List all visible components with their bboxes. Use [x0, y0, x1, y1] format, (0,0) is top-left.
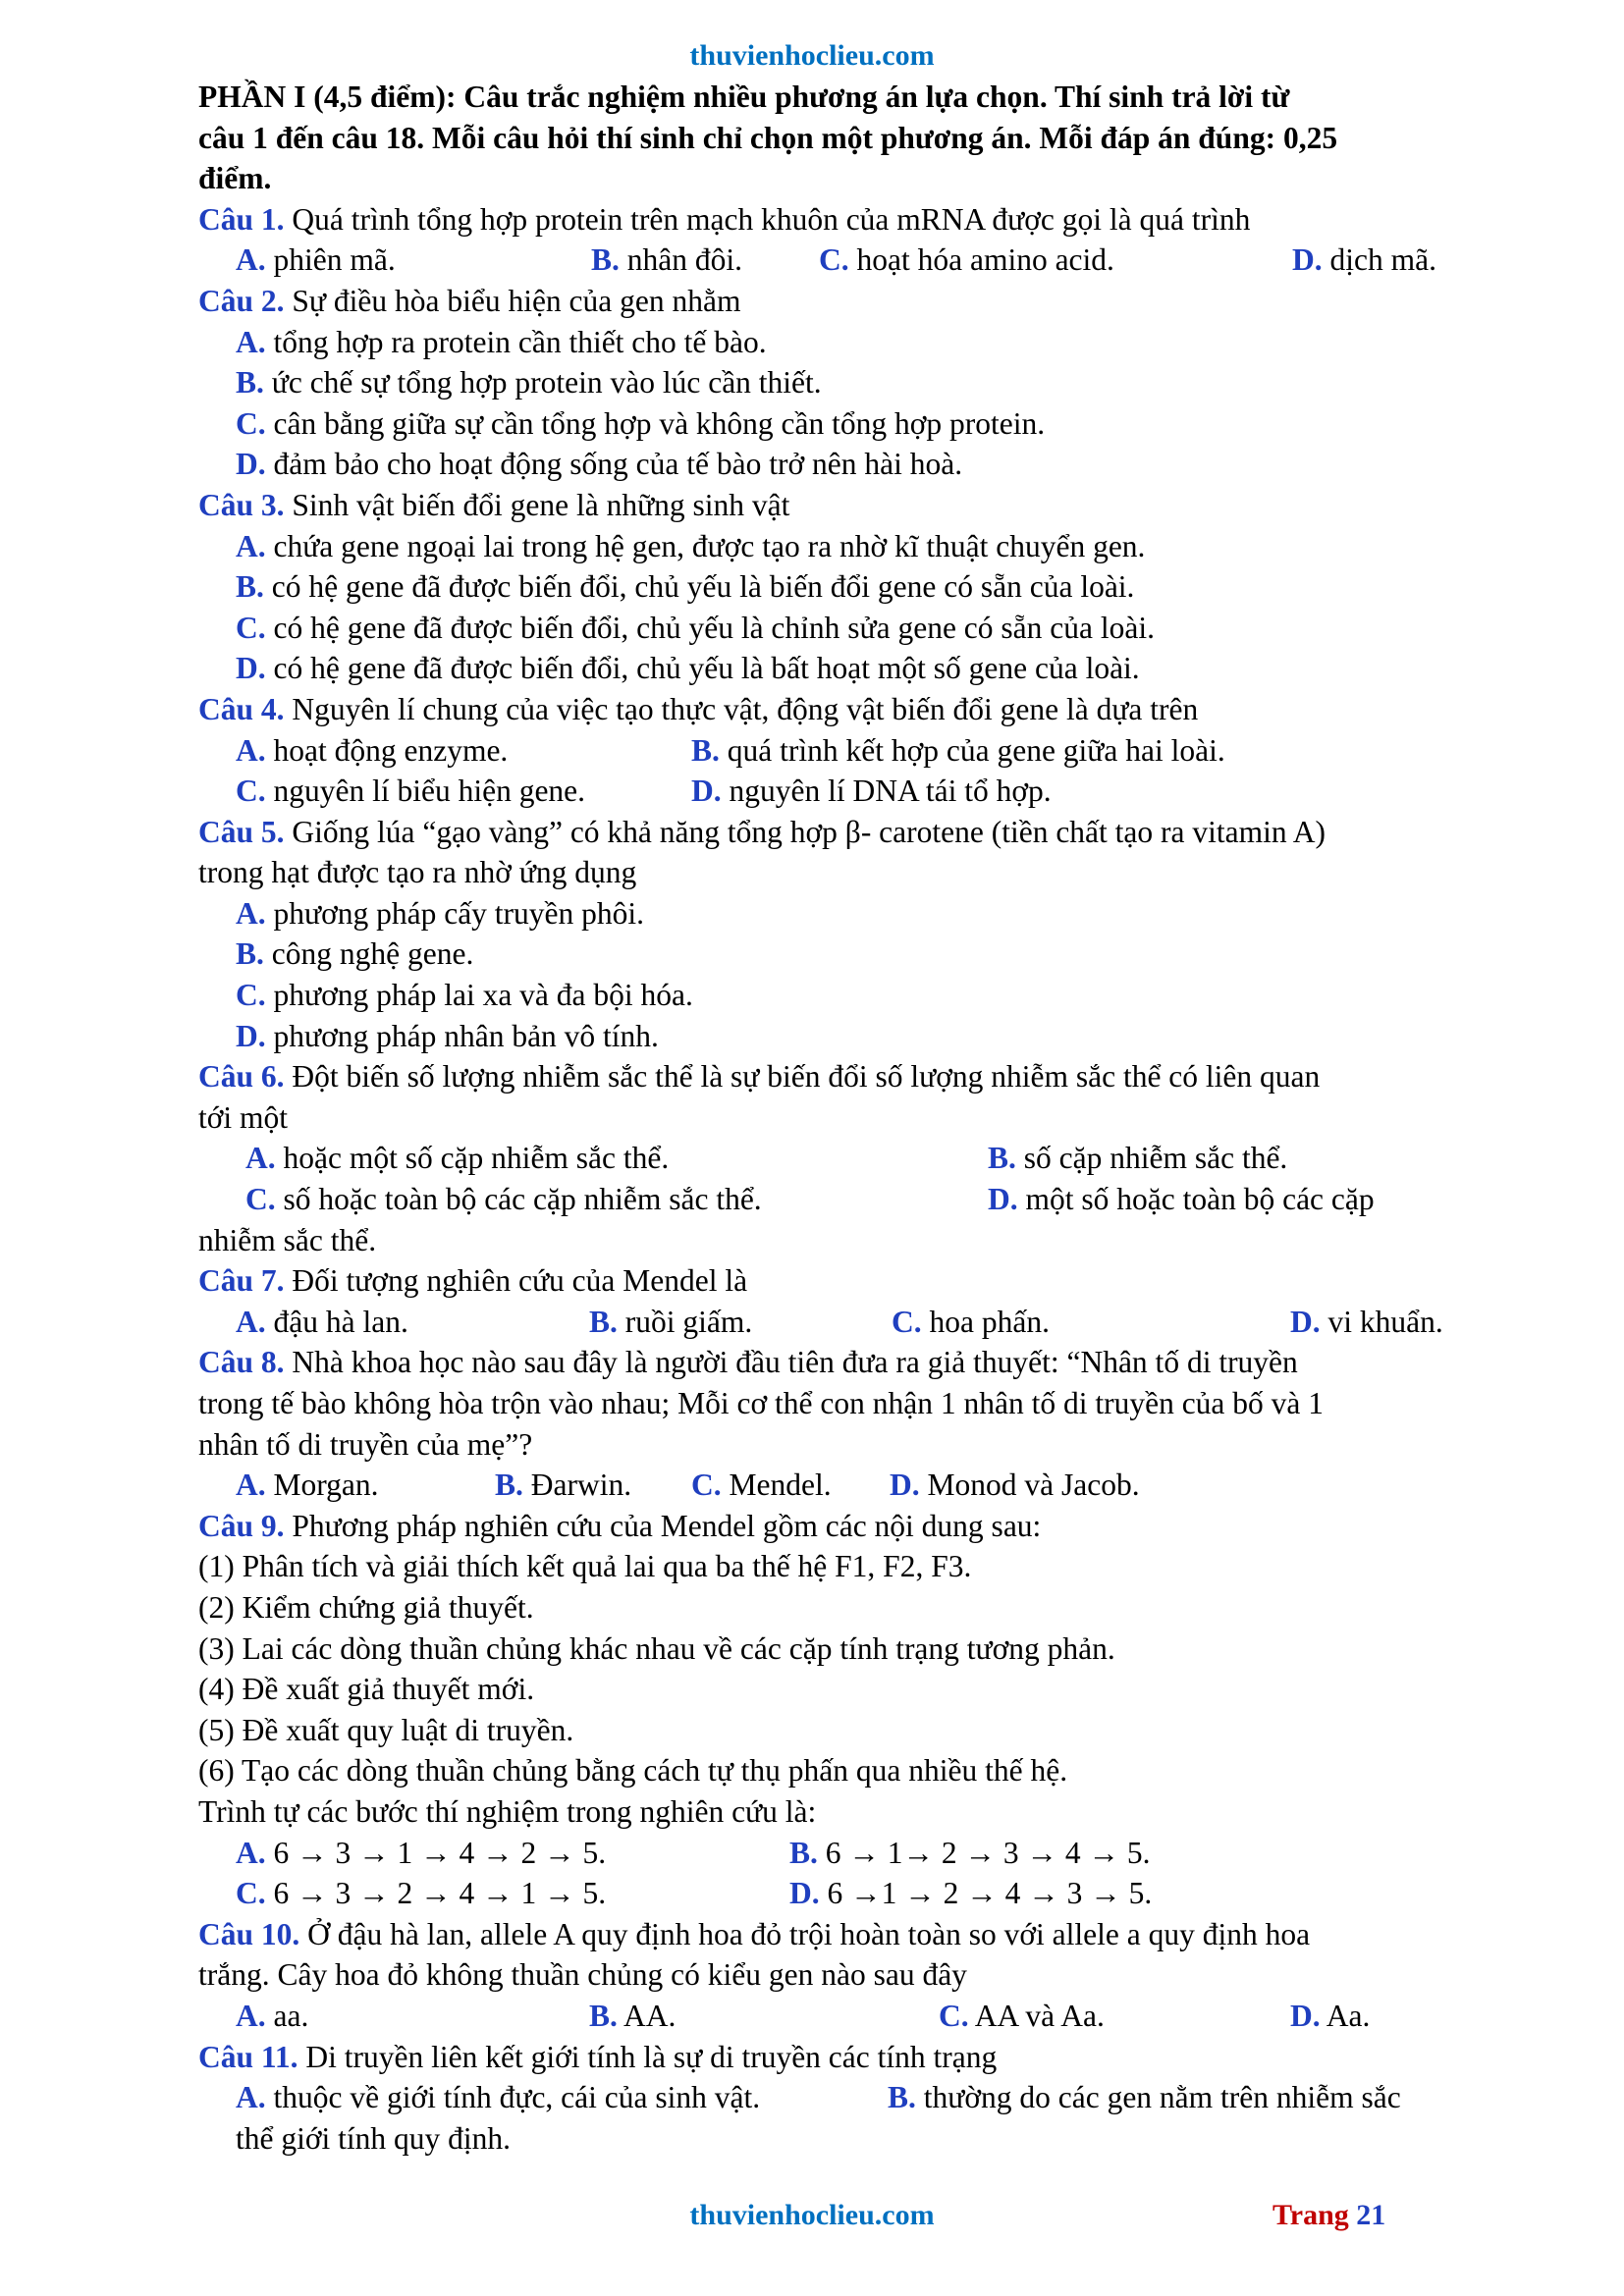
- question-3: [198, 485, 1514, 526]
- question-text: Ở đậu hà lan, allele A quy định hoa đỏ trội hoàn toàn so với allele a quy định hoa: [299, 1916, 1311, 1951]
- question-text: Nhà khoa học nào sau đây là người đầu tiên đưa ra giả thuyết: “Nhân tố di truyền: [284, 1345, 1298, 1380]
- q9-prompt: Trình tự các bước thí nghiệm trong nghiên cứu là:: [198, 1793, 817, 1829]
- q1-option-c[interactable]: C. hoạt hóa amino acid.: [819, 242, 1114, 278]
- q1-option-d[interactable]: D. dịch mã.: [1292, 242, 1436, 278]
- question-number: Câu 4.: [198, 691, 285, 726]
- q6-options-row-1: [198, 1138, 1514, 1179]
- q10-option-d[interactable]: D. Aa.: [1290, 1998, 1371, 2033]
- question-4: [198, 689, 1514, 730]
- question-number: Câu 5.: [198, 814, 285, 849]
- q10-option-a[interactable]: A. aa.: [236, 1998, 309, 2033]
- page-number: [1272, 2199, 1385, 2232]
- q7-option-c[interactable]: C. hoa phấn.: [892, 1304, 1050, 1339]
- q2-option-b[interactable]: B. ức chế sự tổng hợp protein vào lúc cần thiết.: [236, 365, 822, 400]
- q11-option-b[interactable]: B. thường do các gen nằm trên nhiễm sắc: [888, 2080, 1401, 2115]
- q7-options: [198, 1302, 1514, 1343]
- question-7: [198, 1260, 1514, 1302]
- question-text: Di truyền liên kết giới tính là sự di truyền các tính trạng: [298, 2039, 998, 2074]
- question-number: Câu 6.: [198, 1059, 285, 1095]
- question-number: Câu 1.: [198, 201, 285, 237]
- question-text: Phương pháp nghiên cứu của Mendel gồm các nội dung sau:: [284, 1508, 1042, 1543]
- q5-option-a[interactable]: A. phương pháp cấy truyền phôi.: [236, 895, 645, 931]
- question-5-cont: trong hạt được tạo ra nhờ ứng dụng: [198, 855, 637, 890]
- question-6-cont: tới một: [198, 1099, 289, 1135]
- q7-option-b[interactable]: B. ruồi giấm.: [589, 1304, 753, 1339]
- q5-option-c[interactable]: C. phương pháp lai xa và đa bội hóa.: [236, 978, 693, 1013]
- q3-option-b[interactable]: B. có hệ gene đã được biến đổi, chủ yếu là biến đổi gene có sẵn của loài.: [236, 569, 1135, 605]
- q8-option-d[interactable]: D. Monod và Jacob.: [890, 1468, 1140, 1503]
- q11-option-a[interactable]: A. thuộc về giới tính đực, cái của sinh vật.: [236, 2080, 761, 2115]
- question-text: Đối tượng nghiên cứu của Mendel là: [284, 1263, 748, 1299]
- question-number: Câu 7.: [198, 1263, 285, 1299]
- question-text: Giống lúa “gạo vàng” có khả năng tổng hợp β- carotene (tiền chất tạo ra vitamin A): [284, 814, 1326, 849]
- question-text: Quá trình tổng hợp protein trên mạch khuôn của mRNA được gọi là quá trình: [284, 201, 1251, 237]
- question-8-cont-1: trong tế bào không hòa trộn vào nhau; Mỗi cơ thể con nhận 1 nhân tố di truyền của bố và 1: [198, 1386, 1325, 1420]
- q9-step-2: (2) Kiểm chứng giả thuyết.: [198, 1589, 534, 1625]
- q3-option-a[interactable]: A. chứa gene ngoại lai trong hệ gen, được tạo ra nhờ kĩ thuật chuyển gen.: [236, 528, 1146, 563]
- q5-option-d[interactable]: D. phương pháp nhân bản vô tính.: [236, 1018, 659, 1053]
- question-number: Câu 3.: [198, 487, 285, 522]
- q8-option-a[interactable]: A. Morgan.: [236, 1468, 379, 1503]
- question-2: [198, 281, 1514, 322]
- q4-option-d[interactable]: D. nguyên lí DNA tái tổ hợp.: [691, 774, 1052, 809]
- q9-step-6: (6) Tạo các dòng thuần chủng bằng cách tự thụ phấn qua nhiều thế hệ.: [198, 1753, 1068, 1789]
- q9-step-5: (5) Đề xuất quy luật di truyền.: [198, 1712, 574, 1747]
- header-site-link[interactable]: thuvienhoclieu.com: [689, 39, 935, 72]
- section-title-line-3: điểm.: [198, 161, 272, 196]
- q9-option-c[interactable]: C. 6 → 3 → 2 → 4 → 1 → 5.: [236, 1876, 607, 1911]
- section-title-line-2: câu 1 đến câu 18. Mỗi câu hỏi thí sinh chỉ chọn một phương án. Mỗi đáp án đúng: 0,25: [198, 120, 1338, 155]
- question-8-cont-2: nhân tố di truyền của mẹ”?: [198, 1426, 533, 1462]
- question-text: Nguyên lí chung của việc tạo thực vật, động vật biến đổi gene là dựa trên: [284, 691, 1199, 726]
- question-1: [198, 199, 1514, 240]
- q2-option-c[interactable]: C. cân bằng giữa sự cần tổng hợp và không cần tổng hợp protein.: [236, 405, 1046, 441]
- q7-option-d[interactable]: D. vi khuẩn.: [1290, 1304, 1443, 1339]
- q9-option-d[interactable]: D. 6 →1 → 2 → 4 → 3 → 5.: [789, 1876, 1153, 1911]
- question-10: [198, 1914, 1514, 1955]
- q10-option-b[interactable]: B. AA.: [589, 1998, 677, 2033]
- page-number-value: 21: [1356, 2199, 1386, 2231]
- q1-options: [198, 240, 1514, 281]
- q11-options-row-1: [198, 2077, 1514, 2118]
- question-text: Đột biến số lượng nhiễm sắc thể là sự biến đổi số lượng nhiễm sắc thể có liên quan: [284, 1059, 1321, 1095]
- q9-options-row-2: [198, 1873, 1514, 1914]
- question-10-cont: trắng. Cây hoa đỏ không thuần chủng có kiểu gen nào sau đây: [198, 1957, 967, 1993]
- q7-option-a[interactable]: A. đậu hà lan.: [236, 1304, 408, 1339]
- question-number: Câu 8.: [198, 1345, 285, 1380]
- question-number: Câu 10.: [198, 1916, 300, 1951]
- question-8: [198, 1342, 1514, 1383]
- q8-option-c[interactable]: C. Mendel.: [691, 1468, 832, 1503]
- q6-option-a[interactable]: A. hoặc một số cặp nhiễm sắc thể.: [245, 1141, 670, 1176]
- q9-step-3: (3) Lai các dòng thuần chủng khác nhau về các cặp tính trạng tương phản.: [198, 1630, 1115, 1666]
- q4-options-row-2: [198, 771, 1514, 812]
- question-number: Câu 9.: [198, 1508, 285, 1543]
- question-number: Câu 11.: [198, 2039, 298, 2074]
- q8-options: [198, 1465, 1514, 1506]
- q9-option-a[interactable]: A. 6 → 3 → 1 → 4 → 2 → 5.: [236, 1835, 607, 1870]
- q4-option-c[interactable]: C. nguyên lí biểu hiện gene.: [236, 774, 586, 809]
- question-text: Sinh vật biến đổi gene là những sinh vật: [284, 487, 790, 522]
- question-number: Câu 2.: [198, 283, 285, 318]
- q2-option-d[interactable]: D. đảm bảo cho hoạt động sống của tế bào trở nên hài hoà.: [236, 447, 963, 482]
- q6-option-c[interactable]: C. số hoặc toàn bộ các cặp nhiễm sắc thể.: [245, 1182, 762, 1217]
- section-title-line-1: PHẦN I (4,5 điểm): Câu trắc nghiệm nhiều phương án lựa chọn. Thí sinh trả lời từ: [198, 80, 1290, 114]
- q9-option-b[interactable]: B. 6 → 1→ 2 → 3 → 4 → 5.: [789, 1835, 1151, 1870]
- q9-step-1: (1) Phân tích và giải thích kết quả lai qua ba thế hệ F1, F2, F3.: [198, 1549, 972, 1584]
- q9-step-4: (4) Đề xuất giả thuyết mới.: [198, 1672, 535, 1707]
- question-sheet: [198, 77, 1514, 2159]
- q10-option-c[interactable]: C. AA và Aa.: [939, 1998, 1105, 2033]
- q5-option-b[interactable]: B. công nghệ gene.: [236, 936, 474, 972]
- question-11: [198, 2037, 1514, 2078]
- q6-option-d-cont: nhiễm sắc thể.: [198, 1222, 377, 1257]
- q8-option-b[interactable]: B. Đarwin.: [495, 1468, 632, 1503]
- question-6: [198, 1056, 1514, 1097]
- q4-option-b[interactable]: B. quá trình kết hợp của gene giữa hai loài.: [691, 732, 1225, 768]
- q3-option-d[interactable]: D. có hệ gene đã được biến đổi, chủ yếu là bất hoạt một số gene của loài.: [236, 651, 1140, 686]
- question-9: [198, 1506, 1514, 1547]
- q6-options-row-2: [198, 1179, 1514, 1220]
- question-5: [198, 812, 1514, 853]
- q4-option-a[interactable]: A. hoạt động enzyme.: [236, 732, 509, 768]
- q9-options-row-1: [198, 1833, 1514, 1874]
- q11-option-b-cont: thể giới tính quy định.: [236, 2120, 512, 2156]
- q1-option-a[interactable]: A. phiên mã.: [236, 242, 396, 278]
- footer-site-link[interactable]: thuvienhoclieu.com: [689, 2199, 935, 2231]
- q6-option-d[interactable]: D. một số hoặc toàn bộ các cặp: [988, 1182, 1375, 1217]
- q10-options: [198, 1996, 1514, 2037]
- q3-option-c[interactable]: C. có hệ gene đã được biến đổi, chủ yếu là chỉnh sửa gene có sẵn của loài.: [236, 610, 1155, 645]
- q4-options-row-1: [198, 730, 1514, 772]
- q2-option-a[interactable]: A. tổng hợp ra protein cần thiết cho tế bào.: [236, 324, 767, 359]
- question-text: Sự điều hòa biểu hiện của gen nhằm: [284, 283, 741, 318]
- page-word: Trang: [1272, 2199, 1349, 2231]
- q1-option-b[interactable]: B. nhân đôi.: [591, 242, 742, 278]
- q6-option-b[interactable]: B. số cặp nhiễm sắc thể.: [988, 1141, 1288, 1176]
